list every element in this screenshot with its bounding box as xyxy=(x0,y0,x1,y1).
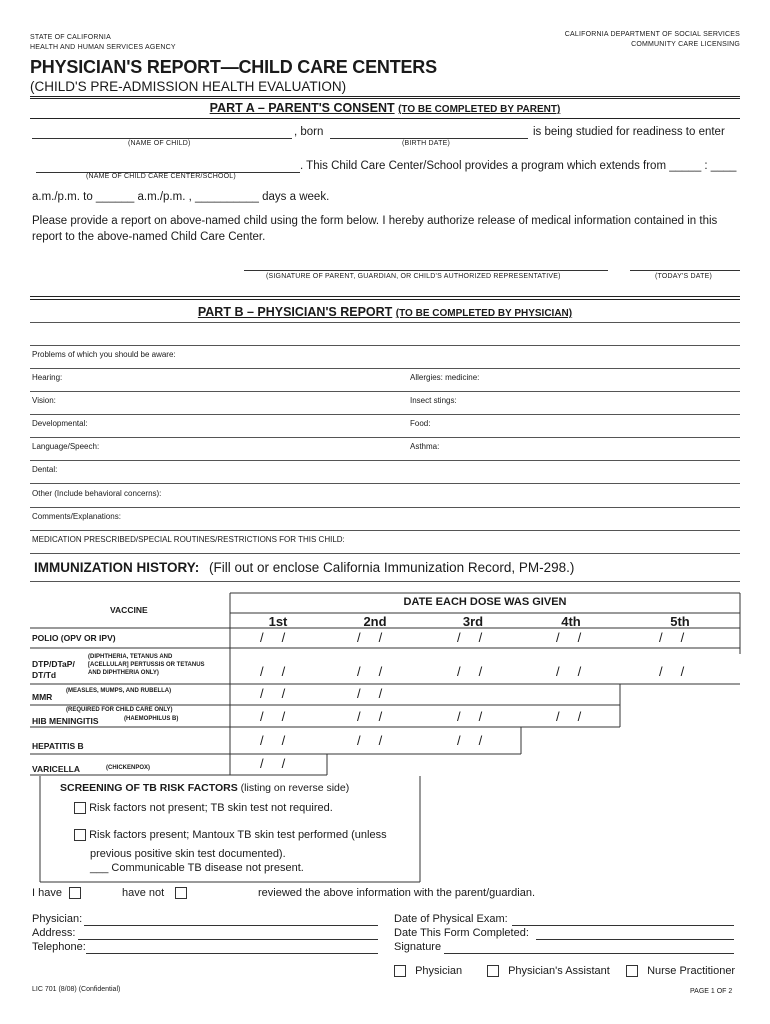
address-field[interactable] xyxy=(78,939,378,940)
telephone-field[interactable] xyxy=(86,953,378,954)
dose-date-field[interactable]: / / xyxy=(457,709,483,724)
reviewed-text: reviewed the above information with the parent/guardian. xyxy=(258,887,536,899)
part-b-title: PART B – PHYSICIAN'S REPORT xyxy=(197,305,393,319)
dental-label: Dental: xyxy=(32,465,58,474)
dtp-label: DTP/DTaP/ xyxy=(32,659,75,669)
dose-date-field[interactable]: / / xyxy=(357,733,383,748)
varicella-label: VARICELLA xyxy=(32,764,81,774)
insect-stings-label: Insect stings: xyxy=(410,396,457,405)
dtp-note-line-2: [ACELLULAR] PERTUSSIS OR TETANUS xyxy=(88,662,205,668)
hib-note-2: (HAEMOPHILUS B) xyxy=(124,716,179,722)
agency-line-2: HEALTH AND HUMAN SERVICES AGENCY xyxy=(30,44,176,51)
department-line-2: COMMUNITY CARE LICENSING xyxy=(631,41,740,48)
dose-date-field[interactable]: / / xyxy=(260,733,286,748)
date-exam-label: Date of Physical Exam: xyxy=(394,913,508,925)
allergies-label: Allergies: medicine: xyxy=(410,373,480,382)
program-text: . This Child Care Center/School provides a program which extends from _____ : ____ xyxy=(300,160,737,172)
hib-label: HIB MENINGITIS xyxy=(32,716,99,726)
name-of-child-label: (NAME OF CHILD) xyxy=(128,140,191,147)
page-number: PAGE 1 OF 2 xyxy=(690,988,733,995)
tb-heading-row xyxy=(60,782,349,794)
tb-present-line-2: previous positive skin test documented). xyxy=(90,848,286,860)
tb-present-label: Risk factors present; Mantoux TB skin test performed (unless xyxy=(89,829,387,841)
part-a-note: (TO BE COMPLETED BY PARENT) xyxy=(398,104,561,115)
dose-date-field[interactable]: / / xyxy=(659,664,685,679)
varicella-note: (CHICKENPOX) xyxy=(106,765,151,771)
food-label: Food: xyxy=(410,419,431,428)
dose-date-field[interactable]: / / xyxy=(357,664,383,679)
option-physician[interactable] xyxy=(394,965,462,977)
hearing-label: Hearing: xyxy=(32,373,63,382)
dtp-note xyxy=(88,653,205,677)
date-completed-label: Date This Form Completed: xyxy=(394,927,529,939)
form-title: PHYSICIAN'S REPORT—CHILD CARE CENTERS xyxy=(30,57,437,77)
dose-date-field[interactable]: / / xyxy=(556,630,582,645)
physician-signature-field[interactable] xyxy=(444,953,734,954)
birth-date-label: (BIRTH DATE) xyxy=(402,140,451,147)
vision-label: Vision: xyxy=(32,396,56,405)
signature-label-b: Signature xyxy=(394,941,442,953)
dose-date-field[interactable]: / / xyxy=(457,733,483,748)
dose-date-field[interactable]: / / xyxy=(457,664,483,679)
dose-date-field[interactable]: / / xyxy=(357,709,383,724)
dose-date-field[interactable]: / / xyxy=(457,630,483,645)
date-exam-field[interactable] xyxy=(512,925,734,926)
i-have-row xyxy=(32,887,81,899)
born-text: , born xyxy=(294,126,324,138)
comments-label: Comments/Explanations: xyxy=(32,512,121,521)
dose-date-field[interactable]: / / xyxy=(556,709,582,724)
have-not-row xyxy=(122,887,187,899)
physician-checkbox[interactable] xyxy=(394,965,406,977)
address-label: Address: xyxy=(32,927,76,939)
immunization-heading: IMMUNIZATION HISTORY: xyxy=(34,560,200,575)
asthma-label: Asthma: xyxy=(410,442,440,451)
option-pa[interactable] xyxy=(487,965,610,977)
dose-date-field[interactable]: / / xyxy=(260,630,286,645)
dose-date-field[interactable]: / / xyxy=(357,630,383,645)
physician-option-label: Physician xyxy=(415,965,463,977)
other-label: Other (Include behavioral concerns): xyxy=(32,489,162,498)
dose-date-field[interactable]: / / xyxy=(260,756,286,771)
dose-header-5: 5th xyxy=(670,614,690,629)
have-not-checkbox[interactable] xyxy=(175,887,187,899)
physician-field[interactable] xyxy=(84,925,378,926)
dose-header-4: 4th xyxy=(561,614,581,629)
tb-option-not-present[interactable] xyxy=(74,802,333,814)
pa-option-label: Physician's Assistant xyxy=(508,965,610,977)
dose-date-field[interactable]: / / xyxy=(260,686,286,701)
tb-heading-note: (listing on reverse side) xyxy=(240,782,350,794)
telephone-label: Telephone: xyxy=(32,941,86,953)
form-id: LIC 701 (8/08) (Confidential) xyxy=(32,986,121,993)
hours-text: a.m./p.m. to ______ a.m./p.m. , __________ days a week. xyxy=(32,191,330,203)
dose-header-3: 3rd xyxy=(462,614,484,629)
center-name-label: (NAME OF CHILD CARE CENTER/SCHOOL) xyxy=(86,173,236,180)
dtp-note-line-1: (DIPHTHERIA, TETANUS AND xyxy=(88,654,173,660)
np-checkbox[interactable] xyxy=(626,965,638,977)
dose-date-field[interactable]: / / xyxy=(357,686,383,701)
todays-date-label: (TODAY'S DATE) xyxy=(655,273,713,280)
dose-header-2: 2nd xyxy=(363,614,387,629)
physician-label: Physician: xyxy=(32,913,83,925)
hib-note: (REQUIRED FOR CHILD CARE ONLY) xyxy=(66,707,173,713)
tb-not-present-label: Risk factors not present; TB skin test not required. xyxy=(89,802,333,814)
agency-line-1: STATE OF CALIFORNIA xyxy=(30,34,111,41)
studied-text: is being studied for readiness to enter xyxy=(533,126,725,138)
tb-present-checkbox[interactable] xyxy=(74,829,86,841)
signature-label: (SIGNATURE OF PARENT, GUARDIAN, OR CHILD'S AUTHORIZED REPRESENTATIVE) xyxy=(266,273,561,280)
department-line-1: CALIFORNIA DEPARTMENT OF SOCIAL SERVICES xyxy=(564,31,740,38)
pa-checkbox[interactable] xyxy=(487,965,499,977)
immunization-note: (Fill out or enclose California Immunization Record, PM-298.) xyxy=(209,560,575,575)
dose-header-1: 1st xyxy=(268,614,288,629)
tb-communicable-line: ___ Communicable TB disease not present. xyxy=(90,862,304,874)
part-a-title: PART A – PARENT'S CONSENT xyxy=(209,101,395,115)
i-have-label: I have xyxy=(32,887,62,899)
tb-not-present-checkbox[interactable] xyxy=(74,802,86,814)
np-option-label: Nurse Practitioner xyxy=(647,965,736,977)
developmental-label: Developmental: xyxy=(32,419,88,428)
date-completed-field[interactable] xyxy=(536,939,734,940)
tb-heading: SCREENING OF TB RISK FACTORS xyxy=(60,782,238,794)
option-np[interactable] xyxy=(626,965,735,977)
have-checkbox[interactable] xyxy=(69,887,81,899)
hepatitis-b-label: HEPATITIS B xyxy=(32,741,84,751)
mmr-label: MMR xyxy=(32,692,53,702)
dtp-note-line-3: AND DIPHTHERIA ONLY) xyxy=(88,670,159,676)
mmr-note: (MEASLES, MUMPS, AND RUBELLA) xyxy=(66,688,172,694)
have-not-label: have not xyxy=(122,887,165,899)
vaccine-column-header: VACCINE xyxy=(110,605,148,615)
dose-date-field[interactable]: / / xyxy=(260,709,286,724)
problems-label: Problems of which you should be aware: xyxy=(32,350,176,359)
date-column-header: DATE EACH DOSE WAS GIVEN xyxy=(403,596,567,608)
polio-label: POLIO (OPV OR IPV) xyxy=(32,633,116,643)
form-subtitle: (CHILD'S PRE-ADMISSION HEALTH EVALUATION) xyxy=(30,79,347,94)
part-b-note: (TO BE COMPLETED BY PHYSICIAN) xyxy=(395,308,573,319)
dose-date-field[interactable]: / / xyxy=(659,630,685,645)
dt-td-label: DT/Td xyxy=(32,670,57,680)
language-label: Language/Speech: xyxy=(32,442,100,451)
dose-date-field[interactable]: / / xyxy=(260,664,286,679)
dose-date-field[interactable]: / / xyxy=(556,664,582,679)
authorization-text: Please provide a report on above-named child using the form below. I hereby authorize release of medical information contained in this report to the above-named Child Care Center. xyxy=(32,215,718,243)
tb-option-present[interactable] xyxy=(74,829,387,841)
medication-label: MEDICATION PRESCRIBED/SPECIAL ROUTINES/RESTRICTIONS FOR THIS CHILD: xyxy=(32,535,345,544)
